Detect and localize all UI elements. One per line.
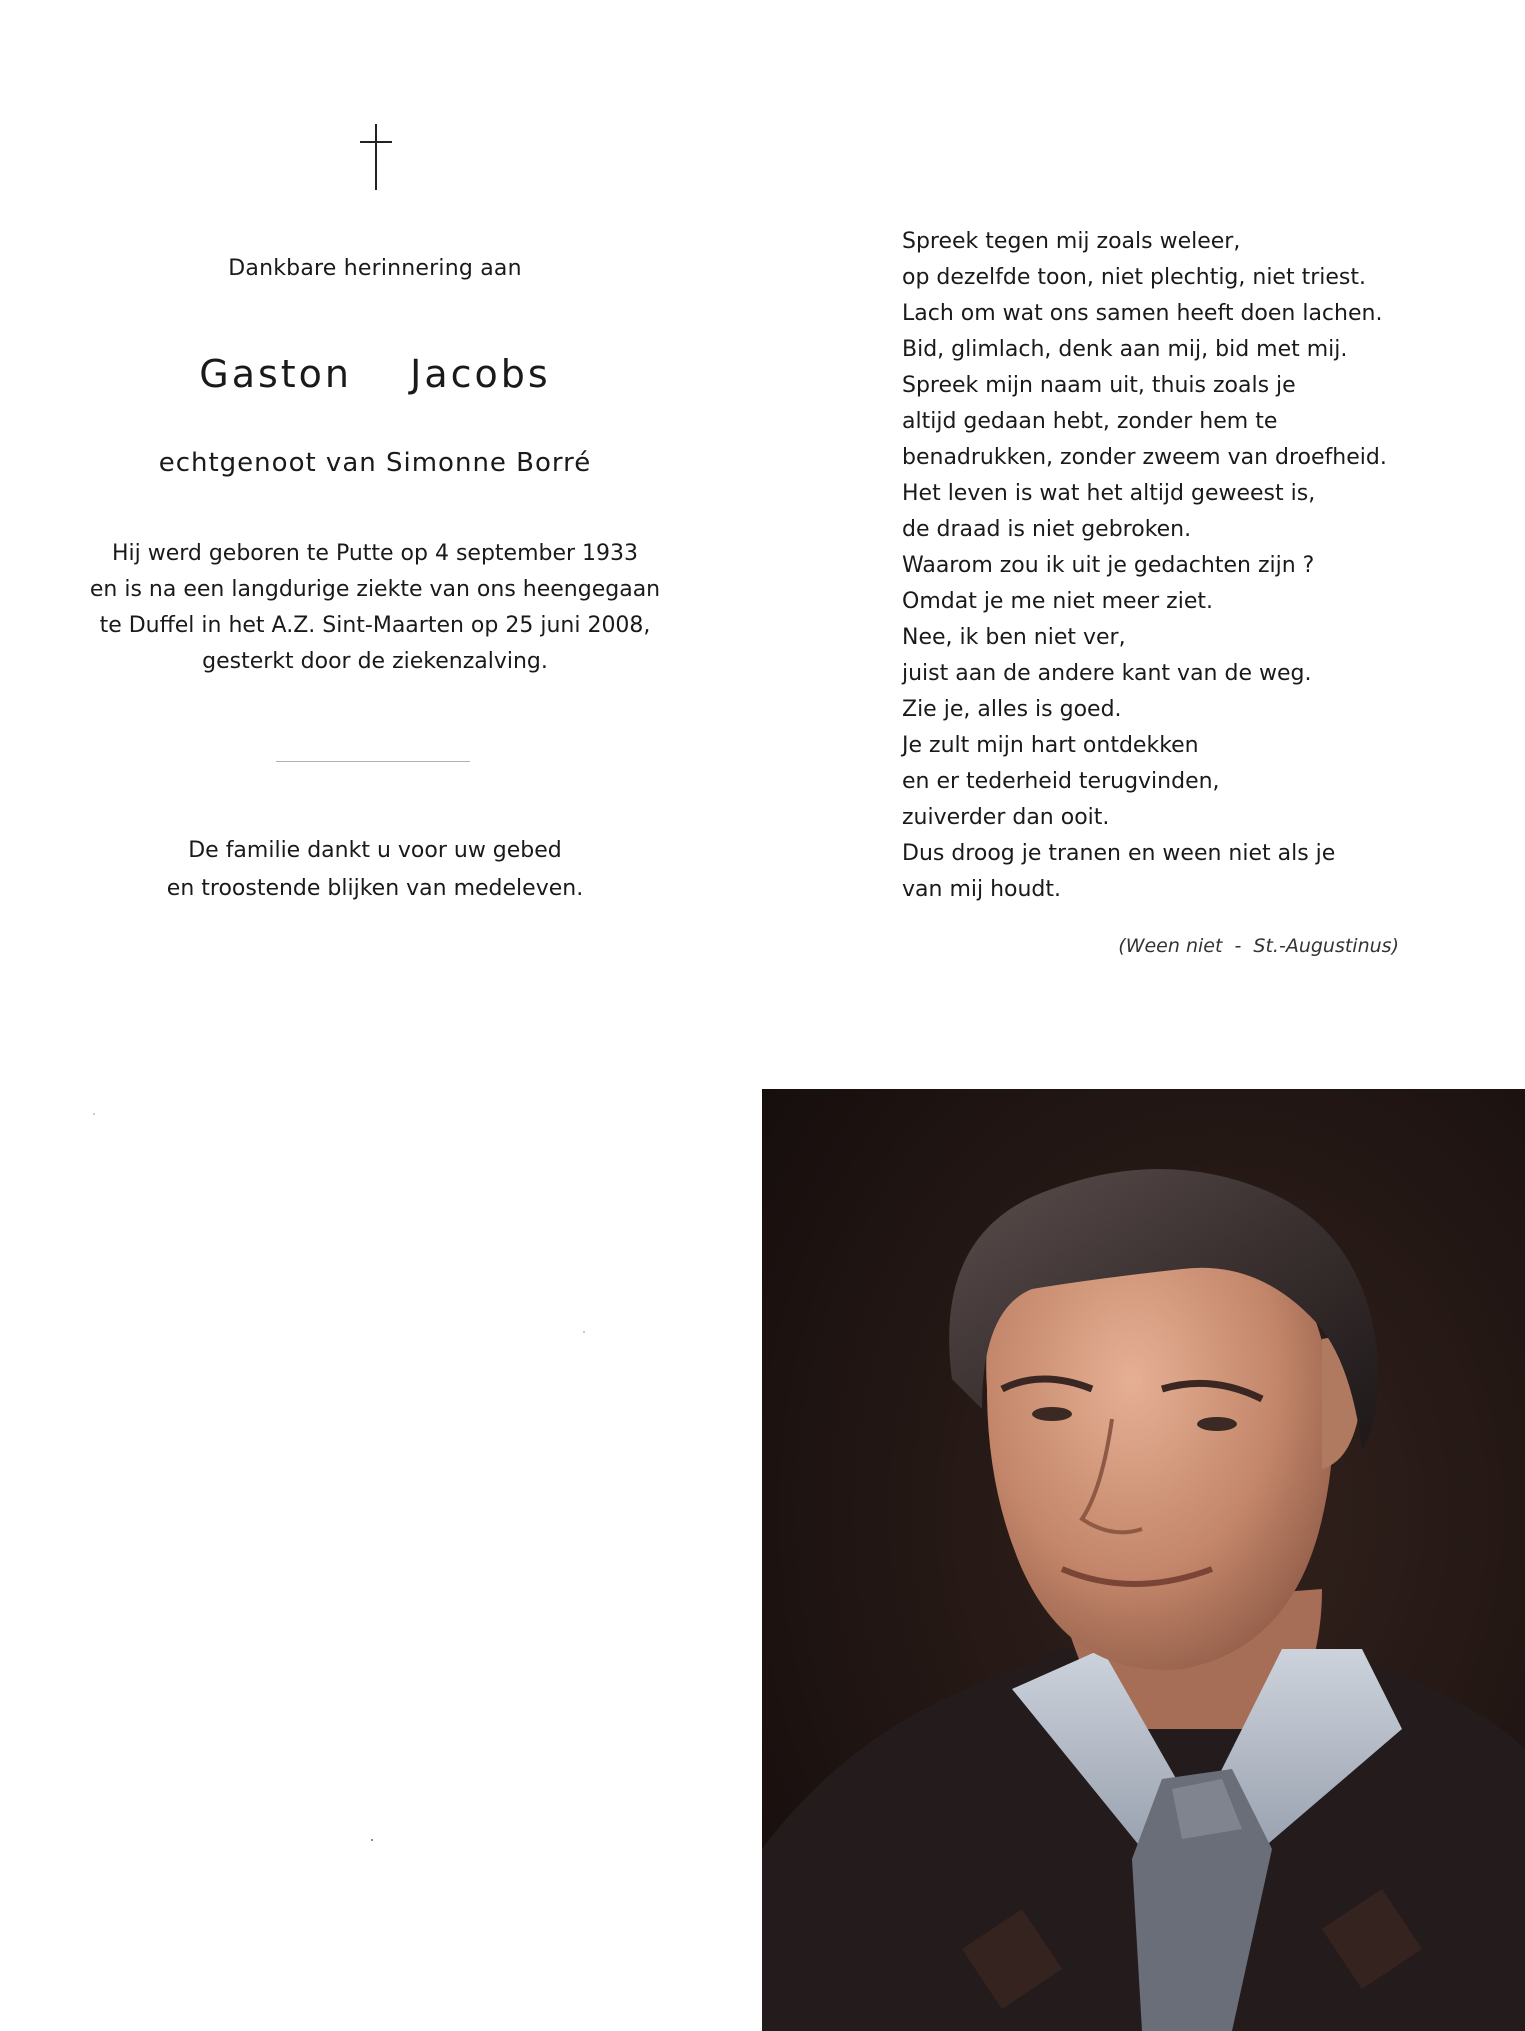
bio-line: gesterkt door de ziekenzalving. (202, 649, 548, 674)
bio-line: Hij werd geboren te Putte op 4 september 1933 (111, 541, 639, 566)
poem-line: Omdat je me niet meer ziet. (902, 589, 1213, 614)
poem-line: Dus droog je tranen en ween niet als je (902, 841, 1336, 866)
poem-line: Bid, glimlach, denk aan mij, bid met mij. (902, 337, 1348, 362)
bio-line: en is na een langdurige ziekte van ons heengegaan (89, 577, 661, 602)
intro-text: Dankbare herinnering aan (228, 256, 522, 281)
poem-line: altijd gedaan hebt, zonder hem te (902, 409, 1278, 434)
biography (60, 536, 690, 680)
poem-line: Nee, ik ben niet ver, (902, 625, 1126, 650)
spouse-line: echtgenoot van Simonne Borré (158, 448, 592, 478)
poem-line: Het leven is wat het altijd geweest is, (902, 481, 1316, 506)
cross-icon (356, 124, 396, 190)
thanks-line: en troostende blijken van medeleven. (166, 876, 584, 901)
poem (902, 224, 1387, 908)
poem-line: Spreek mijn naam uit, thuis zoals je (902, 373, 1296, 398)
divider (276, 761, 470, 762)
thanks-line: De familie dankt u voor uw gebed (188, 838, 562, 863)
portrait-photo (762, 1089, 1525, 2031)
poem-line: Spreek tegen mij zoals weleer, (902, 229, 1241, 254)
deceased-name: Gaston Jacobs (199, 352, 551, 396)
poem-line: Je zult mijn hart ontdekken (902, 733, 1199, 758)
poem-line: benadrukken, zonder zweem van droefheid. (902, 445, 1387, 470)
poem-line: de draad is niet gebroken. (902, 517, 1192, 542)
poem-line: Waarom zou ik uit je gedachten zijn ? (902, 553, 1315, 578)
poem-line: juist aan de andere kant van de weg. (902, 661, 1312, 686)
poem-line: Lach om wat ons samen heeft doen lachen. (902, 301, 1383, 326)
poem-attribution: (Ween niet - St.-Augustinus) (1118, 935, 1399, 957)
thanks-text (60, 832, 690, 908)
print-speck (371, 1839, 373, 1841)
poem-line: van mij houdt. (902, 877, 1062, 902)
bio-line: te Duffel in het A.Z. Sint-Maarten op 25 juni 2008, (99, 613, 651, 638)
poem-line: op dezelfde toon, niet plechtig, niet triest. (902, 265, 1366, 290)
print-speck (583, 1331, 585, 1333)
poem-line: Zie je, alles is goed. (902, 697, 1122, 722)
poem-line: zuiverder dan ooit. (902, 805, 1110, 830)
poem-line: en er tederheid terugvinden, (902, 769, 1220, 794)
print-speck (93, 1113, 95, 1115)
